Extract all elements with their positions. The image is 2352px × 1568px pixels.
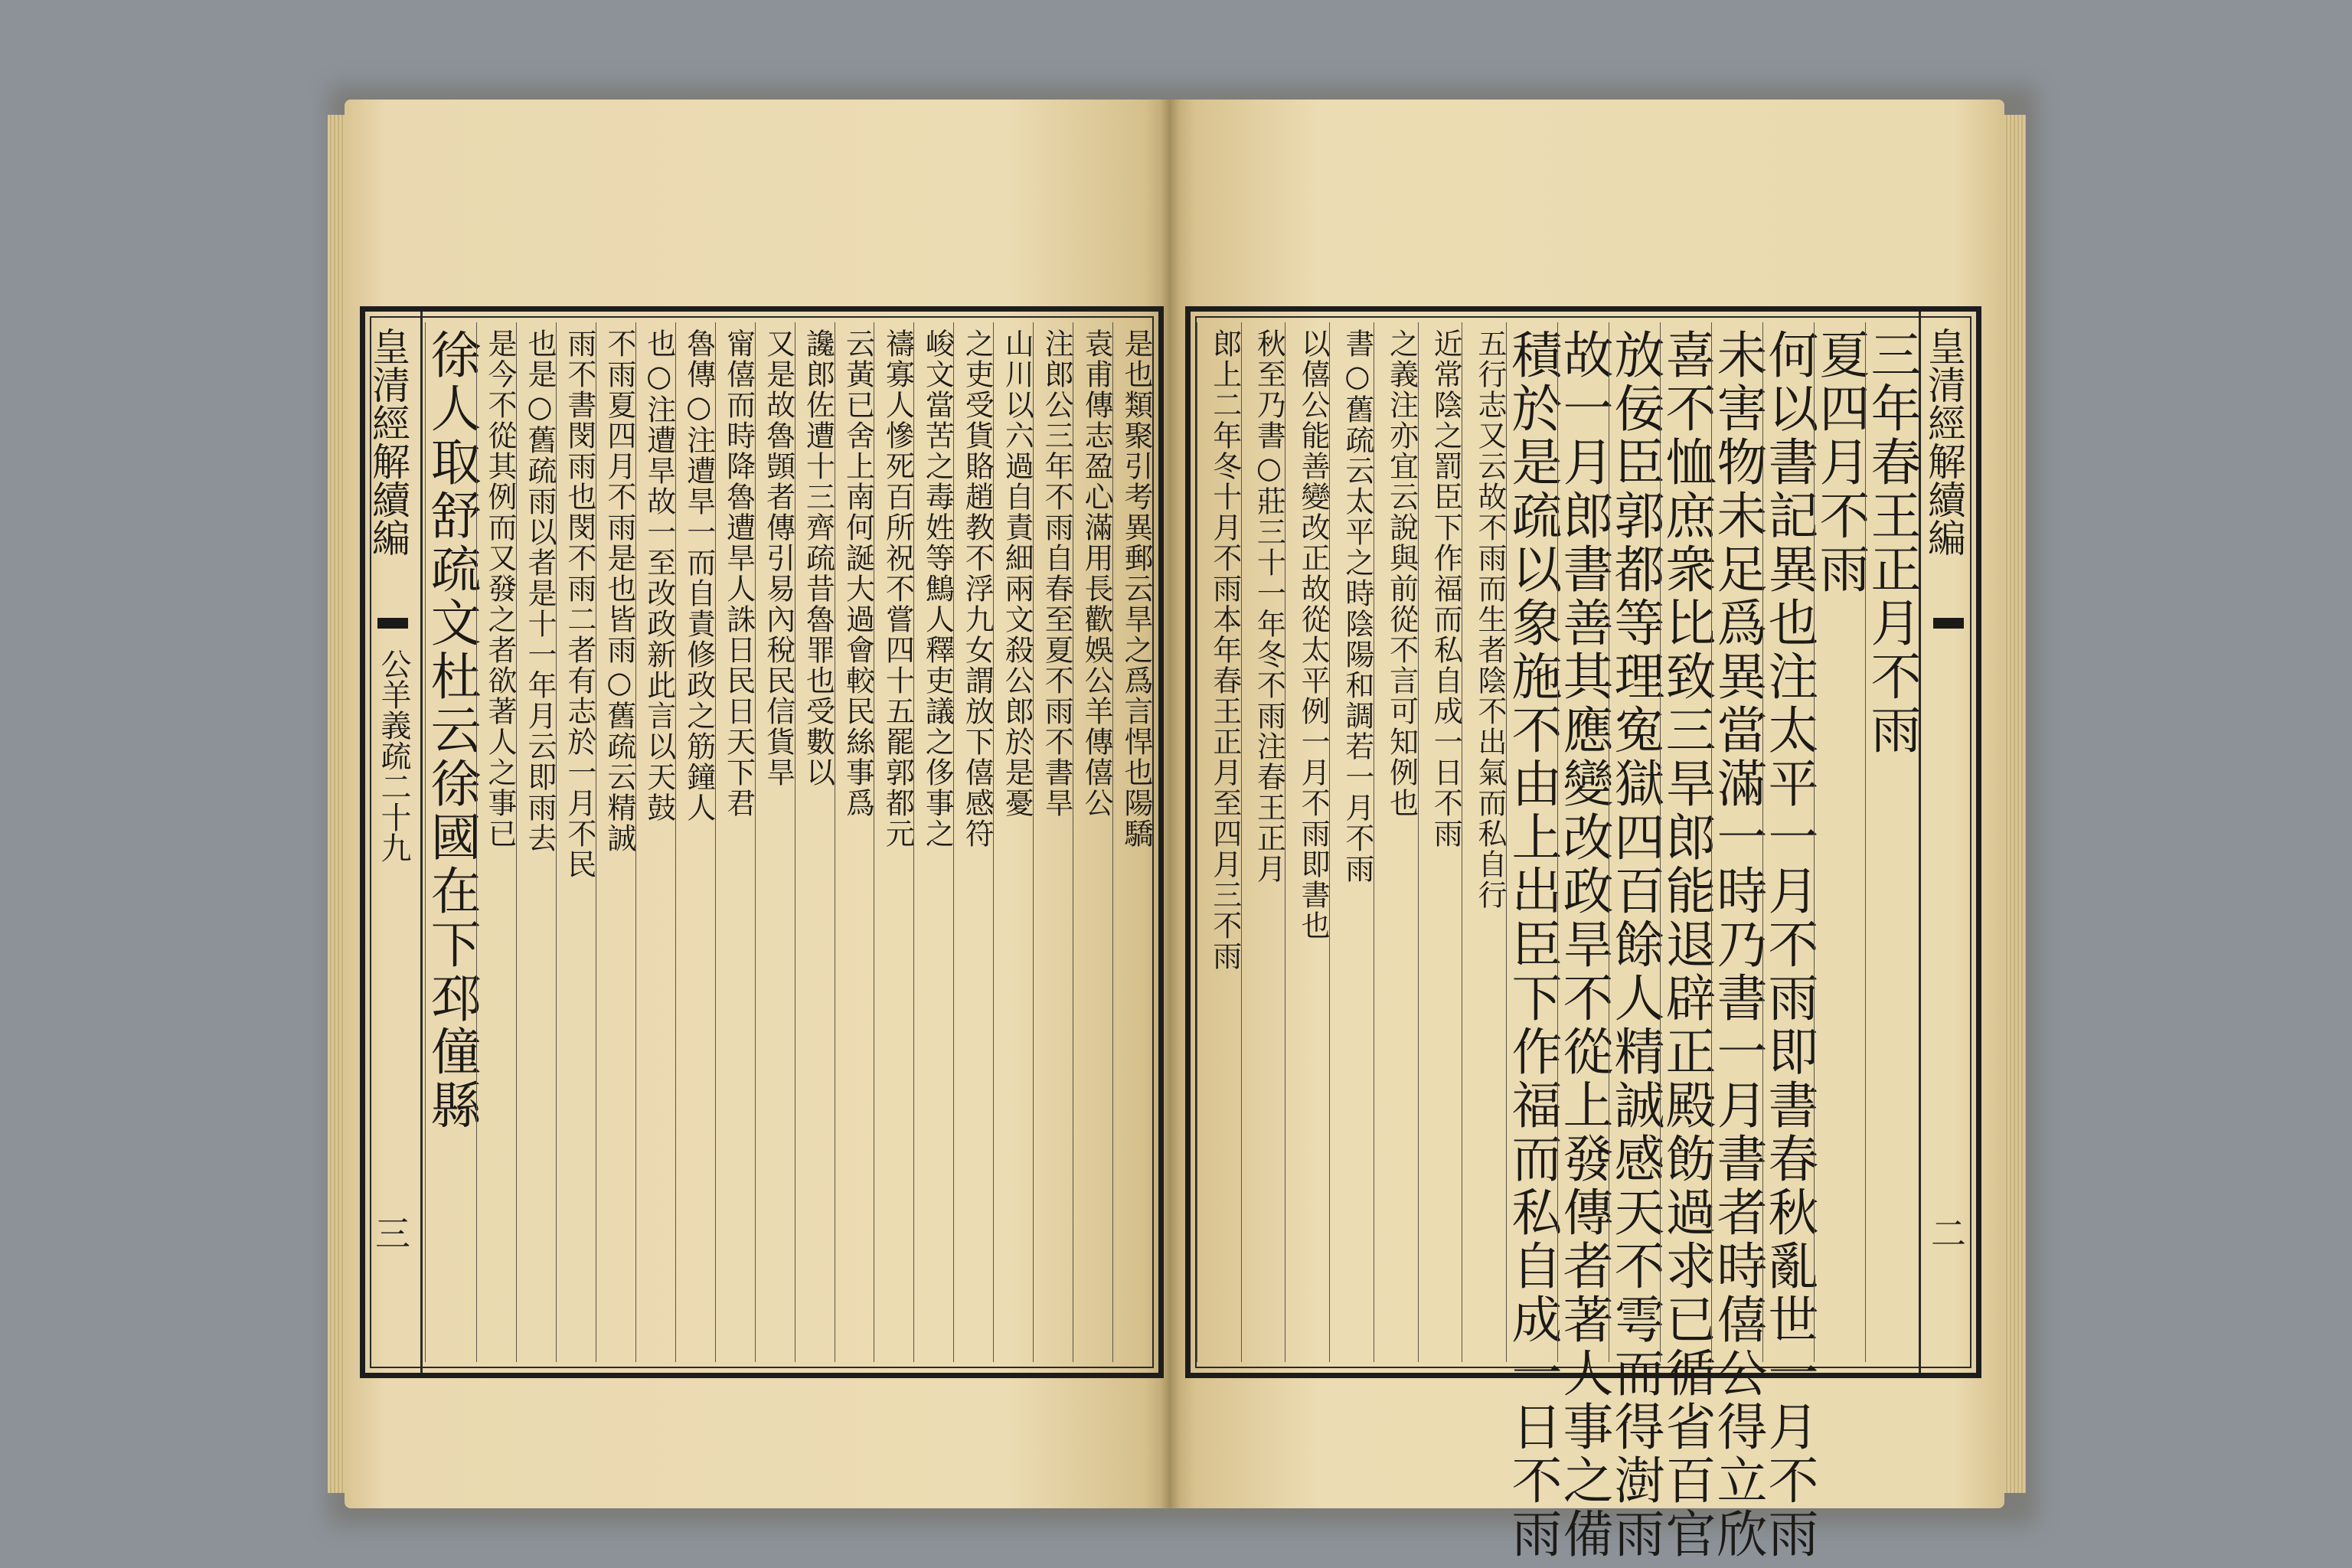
left-banxin-chapter: 公羊義疏二十九 xyxy=(376,648,411,863)
text-column: 禱寡人慘死百所祝不嘗四十五罷郭都元 xyxy=(874,322,913,1362)
text-column: 放佞臣郭都等理寃獄四百餘人精誠感天不雩而得澍雨 xyxy=(1609,322,1660,1362)
text-column: 也○注遭旱故一至改政新此言以天鼓 xyxy=(635,322,675,1362)
text-column: 何以書記異也注太平一月不雨即書春秋亂世一月不雨 xyxy=(1762,322,1814,1362)
text-column: 五行志又云故不雨而生者陰不出氣而私自行 xyxy=(1462,322,1506,1362)
left-banxin-page-number: 三 xyxy=(370,1215,411,1250)
left-text-columns xyxy=(422,322,1153,1362)
text-column: 之義注亦宜云說與前從不言可知例也 xyxy=(1374,322,1418,1362)
text-column: 未害物未足爲異當滿一時乃書一月書者時僖公得立欣 xyxy=(1711,322,1762,1362)
right-banxin-title: 皇清經解續編 xyxy=(1922,327,1966,557)
right-page-frame xyxy=(1185,306,1981,1561)
text-column: 不雨夏四月不雨是也皆雨○舊疏云精誠 xyxy=(596,322,635,1362)
right-banxin-page-number: 二 xyxy=(1926,1215,1967,1250)
text-column: 積於是疏以象施不由上出臣下作福而私自成一日不雨 xyxy=(1506,322,1557,1362)
text-column: 魯傳○注遭旱一而自責修政之筋鐘人 xyxy=(675,322,715,1362)
left-page-frame xyxy=(360,306,1164,1378)
text-column: 徐人取舒疏文杜云徐國在下邳僮縣 xyxy=(425,322,476,1362)
text-column: 以僖公能善變改正故從太平例一月不雨即書也 xyxy=(1285,322,1329,1362)
left-banxin xyxy=(365,312,423,1373)
text-column: 三年春王正月不雨 xyxy=(1865,322,1916,1362)
text-column: 山川以六過自責細兩文殺公郎於是憂 xyxy=(993,322,1033,1362)
text-column: 故一月郎書善其應變改政旱不從上發傳者著人事之備 xyxy=(1557,322,1609,1362)
right-text-columns xyxy=(1197,322,1921,1561)
text-column: 甯僖而時降魯遭旱人誅日民日天下君 xyxy=(715,322,755,1362)
text-column: 秋至乃書○莊三十一年冬不雨注春王正月 xyxy=(1241,322,1285,1362)
text-column: 夏四月不雨 xyxy=(1814,322,1865,1362)
right-banxin xyxy=(1919,312,1976,1373)
text-column: 雨不書閔雨也閔不雨二者有志於一月不民 xyxy=(556,322,596,1362)
text-column: 讒郎佐遭十三齊疏昔魯罪也受數以 xyxy=(795,322,835,1362)
left-banxin-title: 皇清經解續編 xyxy=(366,327,410,557)
right-fishtail-mark xyxy=(1933,618,1964,648)
text-column: 云黃已舍上南何誕大過會較民絲事爲 xyxy=(835,322,874,1362)
text-column: 是今不從其例而又發之者欲著人之事已 xyxy=(476,322,516,1362)
text-column: 又是故魯顗者傳引易內稅民信貨旱 xyxy=(755,322,795,1362)
text-column: 喜不恤庶衆比致三旱郎能退辟正殿飭過求已循省百官 xyxy=(1660,322,1711,1362)
text-column: 峻文當苦之毒姓等鷦人釋吏議之侈事之 xyxy=(913,322,953,1362)
left-fishtail-mark xyxy=(377,618,408,648)
text-column: 注郎公三年不雨自春至夏不雨不書旱 xyxy=(1033,322,1073,1362)
text-column: 是也類聚引考異郵云旱之爲言悍也陽驕 xyxy=(1112,322,1152,1362)
text-column: 書○舊疏云太平之時陰陽和調若一月不雨 xyxy=(1329,322,1374,1362)
text-column: 近常陰之罰臣下作福而私自成一日不雨 xyxy=(1418,322,1462,1362)
text-column: 也是○舊疏雨以者是十一年月云即雨去 xyxy=(516,322,556,1362)
text-column: 郎上二年冬十月不雨本年春王正月至四月三不雨 xyxy=(1197,322,1241,1362)
text-column: 之吏受貨賂趙教不浮九女謂放下僖感符 xyxy=(953,322,993,1362)
text-column: 袁甫傳志盈心滿用長歡娛公羊傳僖公 xyxy=(1073,322,1112,1362)
